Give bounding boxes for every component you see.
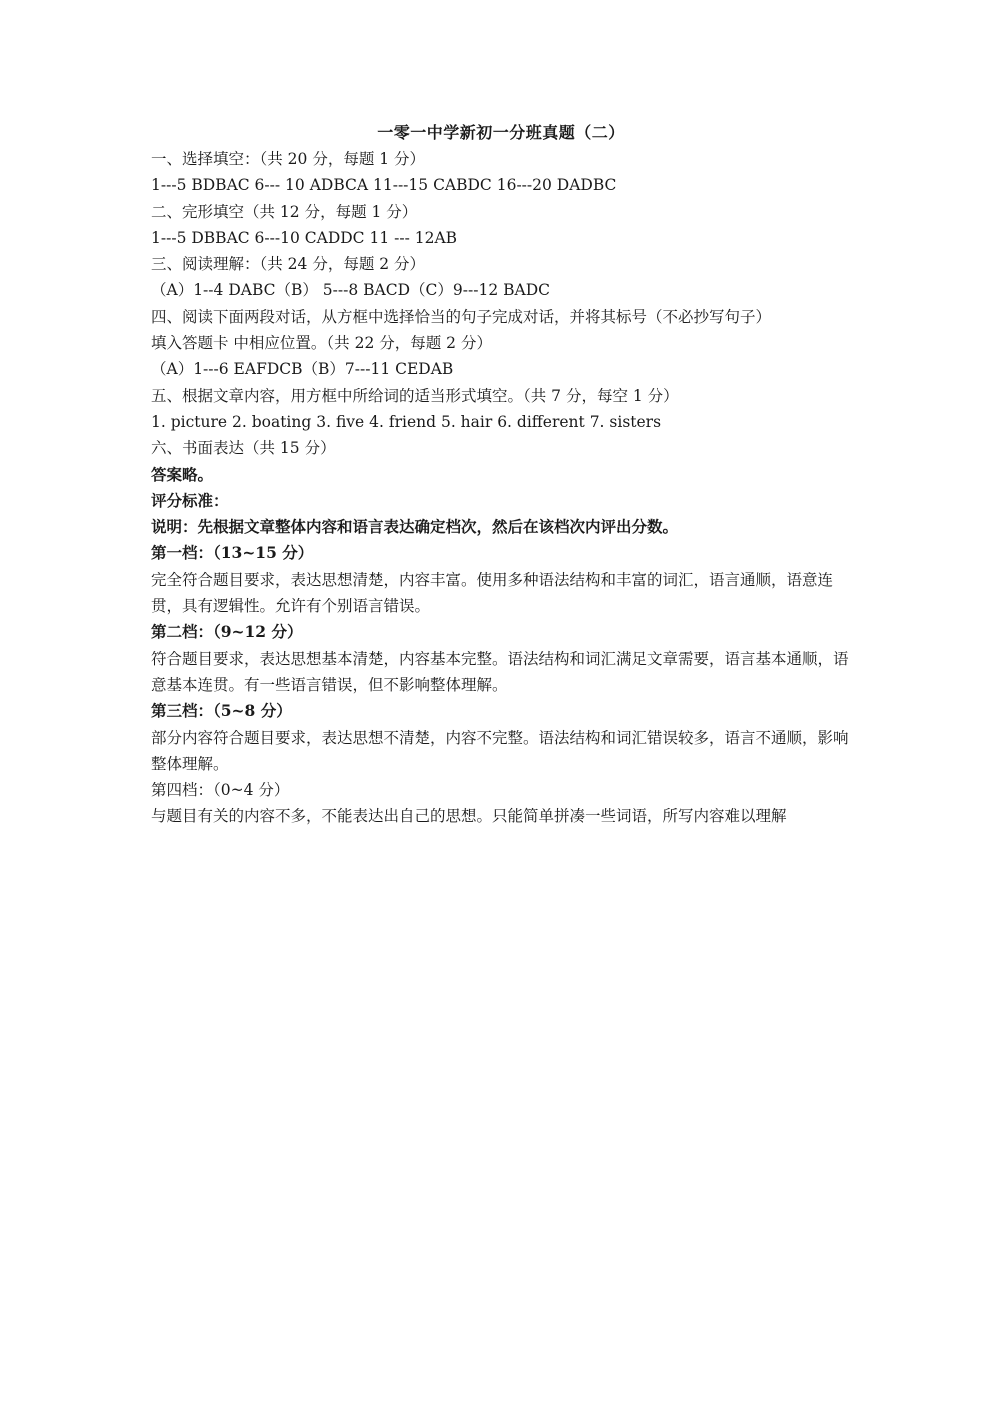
level-2-heading: 第二档：（9~12 分）: [151, 622, 303, 642]
page-title: 一零一中学新初一分班真题（二）: [377, 123, 625, 142]
level-1-text: 完全符合题目要求，表达思想清楚，内容丰富。使用多种语法结构和丰富的词汇，语言通顺，语意连贯，具有逻辑性。允许有个别语言错误。: [151, 570, 834, 616]
section-4-heading-line-2: 填入答题卡 中相应位置。（共 22 分，每题 2 分）: [151, 334, 492, 353]
level-2-text: 符合题目要求，表达思想基本清楚，内容基本完整。语法结构和词汇满足文章需要，语言基本通顺，语意基本连贯。有一些语言错误，但不影响整体理解。: [151, 649, 849, 694]
criteria-note: 说明：先根据文章整体内容和语言表达确定档次，然后在该档次内评出分数。: [151, 517, 679, 537]
level-4-text: 与题目有关的内容不多，不能表达出自己的思想。只能简单拼凑一些词语，所写内容难以理解: [151, 807, 787, 826]
section-4-heading-line-1: 四、阅读下面两段对话，从方框中选择恰当的句子完成对话，并将其标号（不必抄写句子）: [151, 307, 772, 326]
answer-omitted: 答案略。: [151, 464, 214, 484]
criteria-heading: 评分标准：: [151, 490, 229, 510]
section-3-answers: （A）1--4 DABC（B） 5---8 BACD（C）9---12 BADC: [151, 281, 550, 300]
section-2-answers: 1---5 DBBAC 6---10 CADDC 11 --- 12AB: [151, 228, 458, 247]
section-5-answers: 1. picture 2. boating 3. five 4. friend 5. hair 6. different 7. sisters: [151, 412, 662, 431]
level-3-heading: 第三档：（5~8 分）: [151, 701, 292, 721]
section-3-heading: 三、阅读理解：（共 24 分，每题 2 分）: [151, 255, 426, 274]
level-1-heading: 第一档：（13~15 分）: [151, 543, 314, 563]
level-3-text: 部分内容符合题目要求，表达思想不清楚，内容不完整。语法结构和词汇错误较多，语言不通顺，影响整体理解。: [151, 728, 849, 773]
section-1-answers: 1---5 BDBAC 6--- 10 ADBCA 11---15 CABDC 16---20 DADBC: [151, 176, 617, 195]
section-6-heading: 六、书面表达（共 15 分）: [151, 439, 336, 458]
section-1-heading: 一、选择填空：（共 20 分，每题 1 分）: [151, 150, 426, 168]
answer-sheet-page: [151, 120, 851, 830]
section-5-heading: 五、根据文章内容，用方框中所给词的适当形式填空。（共 7 分，每空 1 分）: [151, 386, 679, 405]
section-2-heading: 二、完形填空（共 12 分，每题 1 分）: [151, 202, 418, 221]
section-4-answers: （A）1---6 EAFDCB（B）7---11 CEDAB: [151, 360, 454, 379]
level-4-heading: 第四档：（0~4 分）: [151, 781, 290, 800]
